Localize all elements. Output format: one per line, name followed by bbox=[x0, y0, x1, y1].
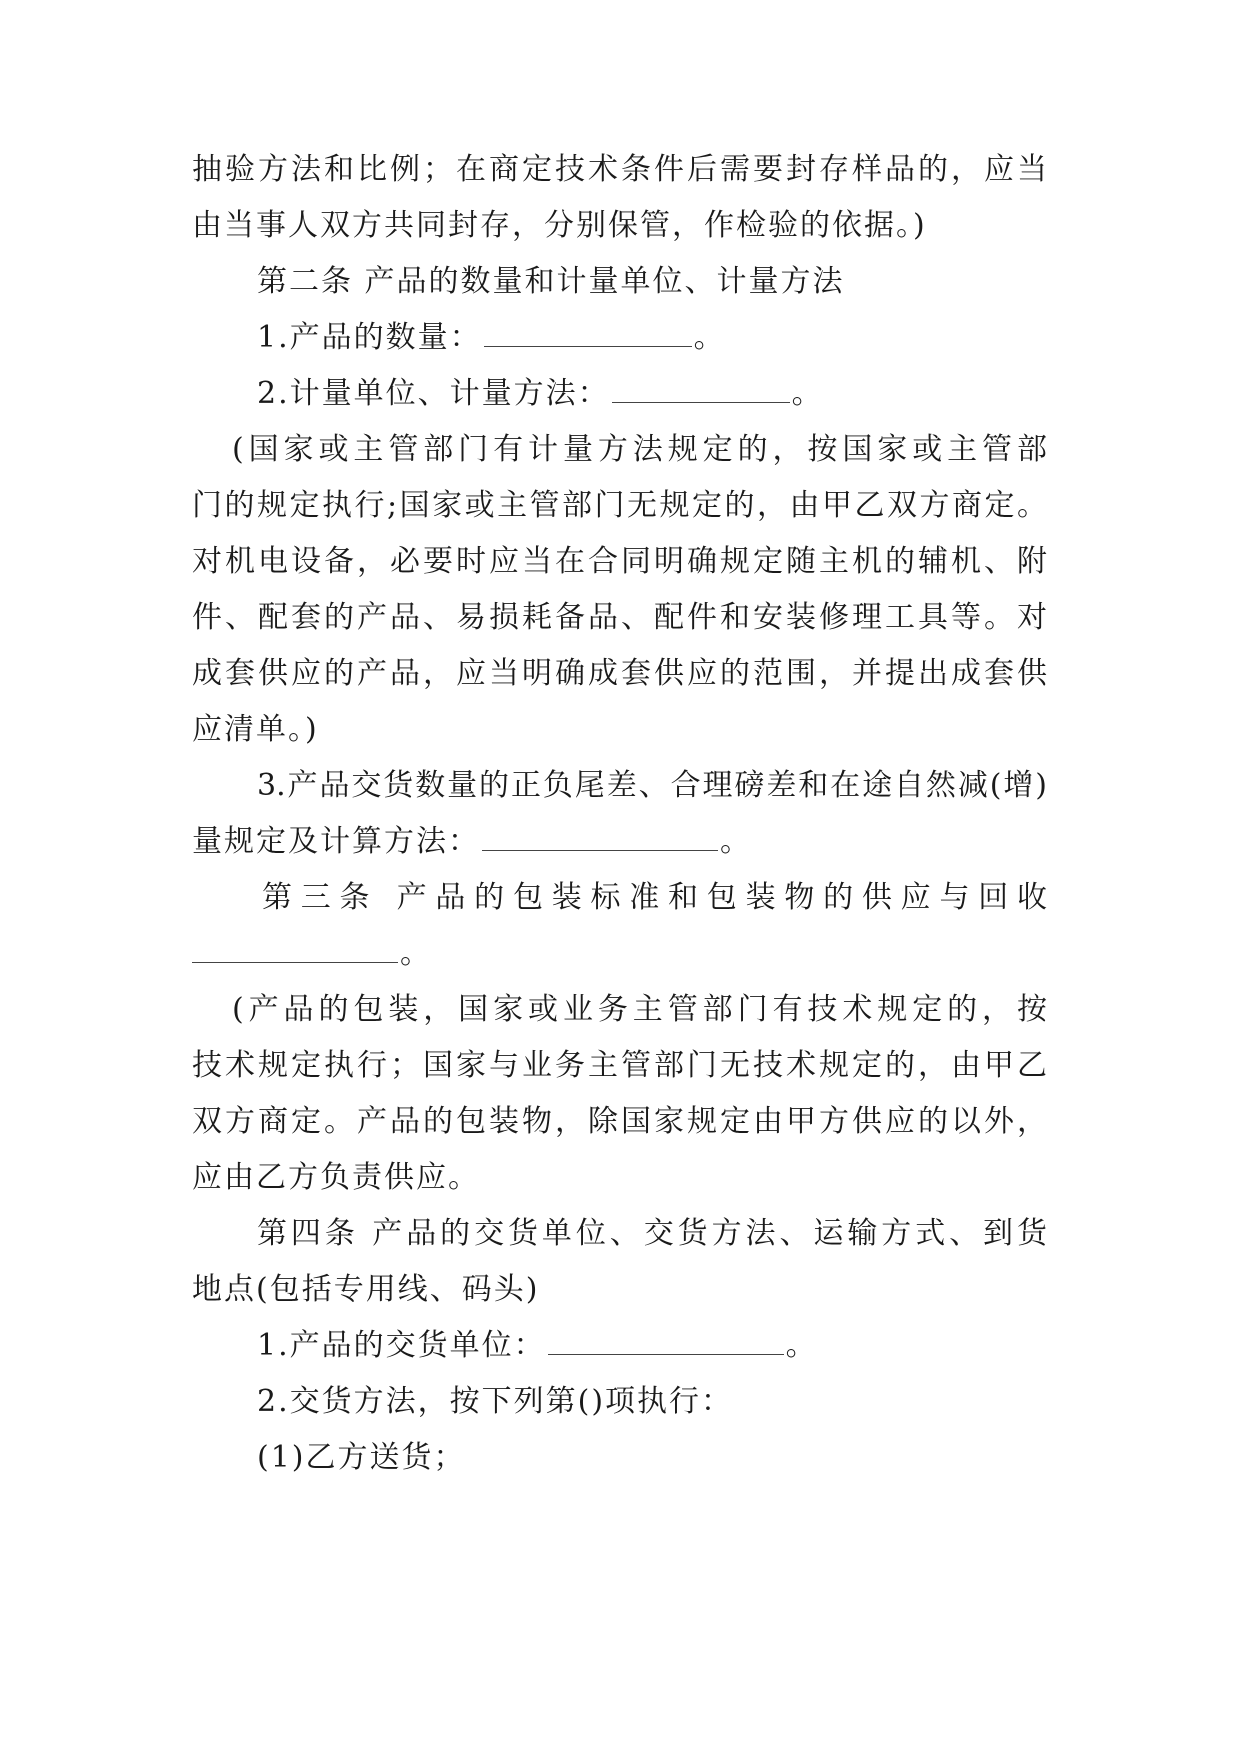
item-label: 量规定及计算方法： bbox=[192, 824, 480, 859]
paragraph-line: (国家或主管部门有计量方法规定的，按国家或主管部 bbox=[232, 432, 1047, 467]
punctuation: 。 bbox=[400, 936, 432, 971]
paragraph-line: (产品的包装，国家或业务主管部门有技术规定的，按 bbox=[232, 992, 1047, 1027]
paragraph-line: 由当事人双方共同封存，分别保管，作检验的依据。) bbox=[192, 208, 927, 243]
item-delivery-unit bbox=[257, 1326, 1241, 1366]
punctuation: 。 bbox=[720, 824, 752, 859]
item-delivery-method: 2.交货方法，按下列第()项执行： bbox=[257, 1384, 734, 1419]
paragraph-line: 件、配套的产品、易损耗备品、配件和安装修理工具等。对 bbox=[192, 600, 1047, 635]
clause-heading-4: 第四条 产品的交货单位、交货方法、运输方式、到货 bbox=[257, 1216, 1047, 1251]
fill-in-blank[interactable] bbox=[612, 378, 790, 403]
clause-heading-2: 第二条 产品的数量和计量单位、计量方法 bbox=[257, 264, 845, 299]
item-label: 1.产品的数量： bbox=[257, 320, 482, 355]
fill-in-line bbox=[192, 934, 1241, 974]
paragraph-line: 应清单。) bbox=[192, 712, 319, 747]
paragraph-line: 应由乙方负责供应。 bbox=[192, 1160, 480, 1195]
clause-heading-3: 第三条 产品的包装标准和包装物的供应与回收 bbox=[262, 880, 1047, 915]
paragraph-line: 抽验方法和比例；在商定技术条件后需要封存样品的，应当 bbox=[192, 152, 1047, 187]
item-tolerance-cont bbox=[192, 822, 1241, 862]
item-measurement bbox=[257, 374, 1241, 414]
paragraph-line: 技术规定执行；国家与业务主管部门无技术规定的，由甲乙 bbox=[192, 1048, 1047, 1083]
fill-in-blank[interactable] bbox=[484, 322, 692, 347]
paragraph-line: 对机电设备，必要时应当在合同明确规定随主机的辅机、附 bbox=[192, 544, 1047, 579]
fill-in-blank[interactable] bbox=[482, 826, 718, 851]
punctuation: 。 bbox=[693, 320, 726, 355]
fill-in-blank[interactable] bbox=[192, 938, 398, 963]
punctuation: 。 bbox=[785, 1328, 818, 1363]
item-quantity bbox=[257, 318, 1241, 358]
item-tolerance: 3.产品交货数量的正负尾差、合理磅差和在途自然减(增) bbox=[257, 768, 1047, 803]
paragraph-line: 双方商定。产品的包装物，除国家规定由甲方供应的以外， bbox=[192, 1104, 1047, 1139]
paragraph-line: 成套供应的产品，应当明确成套供应的范围，并提出成套供 bbox=[192, 656, 1047, 691]
option-item: (1)乙方送货； bbox=[257, 1440, 466, 1475]
item-label: 1.产品的交货单位： bbox=[257, 1328, 546, 1363]
item-label: 2.计量单位、计量方法： bbox=[257, 376, 610, 411]
paragraph-line: 地点(包括专用线、码头) bbox=[192, 1272, 540, 1307]
punctuation: 。 bbox=[791, 376, 824, 411]
fill-in-blank[interactable] bbox=[548, 1330, 784, 1355]
paragraph-line: 门的规定执行;国家或主管部门无规定的，由甲乙双方商定。 bbox=[192, 488, 1047, 523]
